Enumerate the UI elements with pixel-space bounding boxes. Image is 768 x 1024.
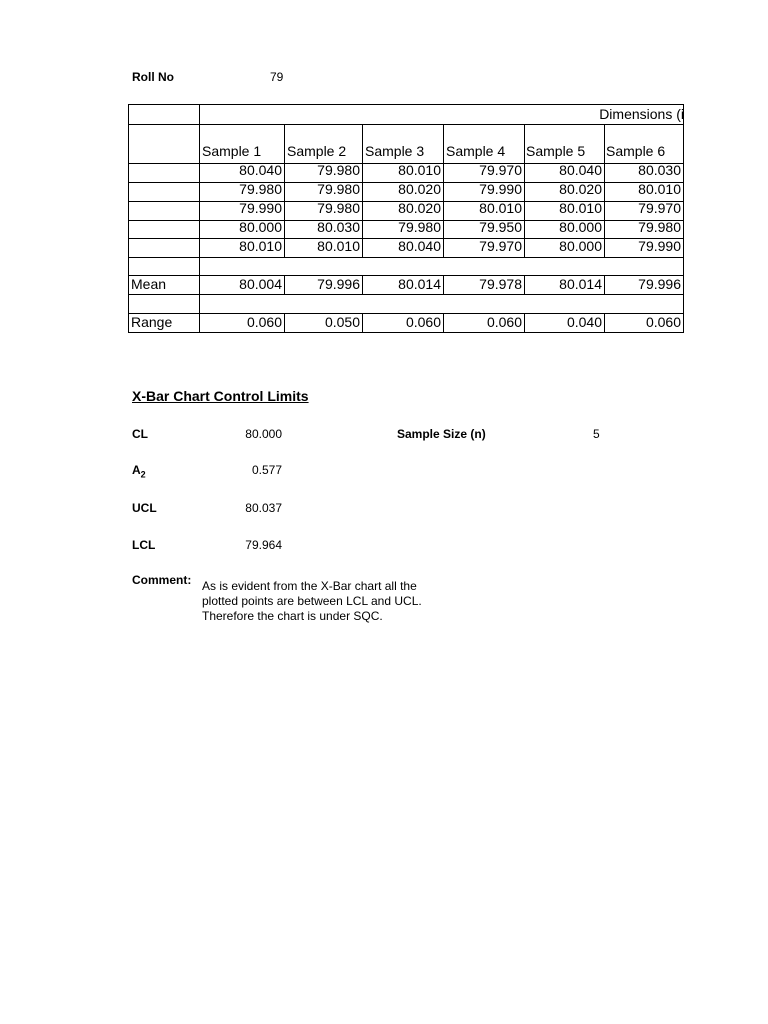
cl-value: 80.000 [245, 427, 282, 441]
table-cell: 79.970 [479, 162, 522, 178]
grid-line [362, 275, 363, 295]
table-cell: 80.010 [398, 162, 441, 178]
grid-line [284, 275, 285, 295]
table-cell: 80.030 [638, 162, 681, 178]
grid-line [524, 313, 525, 333]
column-header: Sample 3 [365, 143, 425, 159]
range-value: 0.040 [566, 314, 602, 330]
lcl-label: LCL [132, 538, 156, 552]
mean-value: 79.996 [638, 276, 681, 292]
grid-line [128, 257, 684, 258]
table-cell: 80.020 [398, 181, 441, 197]
grid-line [128, 294, 684, 295]
mean-label: Mean [131, 276, 167, 292]
table-cell: 79.990 [638, 238, 681, 254]
roll-no-label: Roll No [132, 70, 174, 84]
column-header: Sample 6 [606, 143, 666, 159]
grid-line [362, 313, 363, 333]
a2-subscript: 2 [140, 469, 146, 480]
table-cell: 80.000 [559, 238, 602, 254]
table-cell: 79.970 [638, 200, 681, 216]
grid-line [128, 124, 684, 125]
grid-line [683, 104, 684, 333]
grid-line [604, 313, 605, 333]
table-cell: 79.990 [239, 200, 282, 216]
control-limits-title: X-Bar Chart Control Limits [132, 388, 309, 404]
comment-line: As is evident from the X-Bar chart all the [202, 579, 417, 593]
mean-value: 80.004 [239, 276, 282, 292]
range-value: 0.060 [486, 314, 522, 330]
mean-value: 79.996 [317, 276, 360, 292]
table-cell: 80.040 [559, 162, 602, 178]
grid-line [524, 275, 525, 295]
table-cell: 80.010 [317, 238, 360, 254]
column-header: Sample 5 [526, 143, 586, 159]
table-cell: 80.010 [638, 181, 681, 197]
grid-line [604, 275, 605, 295]
grid-line [284, 313, 285, 333]
mean-value: 80.014 [559, 276, 602, 292]
table-cell: 79.980 [638, 219, 681, 235]
mean-value: 80.014 [398, 276, 441, 292]
grid-line [443, 124, 444, 258]
ucl-value: 80.037 [245, 501, 282, 515]
table-cell: 79.980 [317, 162, 360, 178]
grid-line [284, 124, 285, 258]
ucl-label: UCL [132, 501, 157, 515]
a2-label [132, 463, 146, 479]
table-cell: 80.000 [239, 219, 282, 235]
cl-label: CL [132, 427, 148, 441]
dimensions-header: Dimensions (i [599, 106, 684, 122]
comment-line: plotted points are between LCL and UCL. [202, 594, 422, 608]
table-cell: 79.970 [479, 238, 522, 254]
table-cell: 80.020 [398, 200, 441, 216]
column-header: Sample 1 [202, 143, 262, 159]
sample-size-value: 5 [593, 427, 600, 441]
table-cell: 80.010 [559, 200, 602, 216]
grid-line [443, 275, 444, 295]
column-header: Sample 2 [287, 143, 347, 159]
dimensions-table [128, 104, 684, 333]
table-cell: 79.980 [317, 200, 360, 216]
table-cell: 80.010 [479, 200, 522, 216]
table-cell: 79.980 [317, 181, 360, 197]
range-value: 0.060 [246, 314, 282, 330]
range-label: Range [131, 314, 173, 330]
comment-text [202, 579, 462, 624]
table-cell: 79.950 [479, 219, 522, 235]
sample-size-label: Sample Size (n) [397, 427, 486, 441]
lcl-value: 79.964 [245, 538, 282, 552]
table-cell: 80.040 [239, 162, 282, 178]
grid-line [128, 332, 684, 333]
comment-line: Therefore the chart is under SQC. [202, 609, 383, 623]
grid-line [443, 313, 444, 333]
table-cell: 80.040 [398, 238, 441, 254]
comment-label: Comment: [132, 573, 192, 587]
table-cell: 80.000 [559, 219, 602, 235]
table-cell: 79.980 [239, 181, 282, 197]
roll-no-value: 79 [270, 70, 284, 84]
table-cell: 80.020 [559, 181, 602, 197]
range-value: 0.060 [645, 314, 681, 330]
a2-label-text: A [132, 463, 141, 477]
table-cell: 80.030 [317, 219, 360, 235]
range-value: 0.050 [324, 314, 360, 330]
a2-value: 0.577 [251, 463, 282, 477]
grid-line [604, 124, 605, 258]
table-cell: 80.010 [239, 238, 282, 254]
table-cell: 79.980 [398, 219, 441, 235]
grid-line [524, 124, 525, 258]
grid-line [199, 104, 200, 333]
mean-value: 79.978 [479, 276, 522, 292]
column-header: Sample 4 [446, 143, 506, 159]
table-cell: 79.990 [479, 181, 522, 197]
grid-line [128, 104, 129, 333]
grid-line [362, 124, 363, 258]
range-value: 0.060 [405, 314, 441, 330]
